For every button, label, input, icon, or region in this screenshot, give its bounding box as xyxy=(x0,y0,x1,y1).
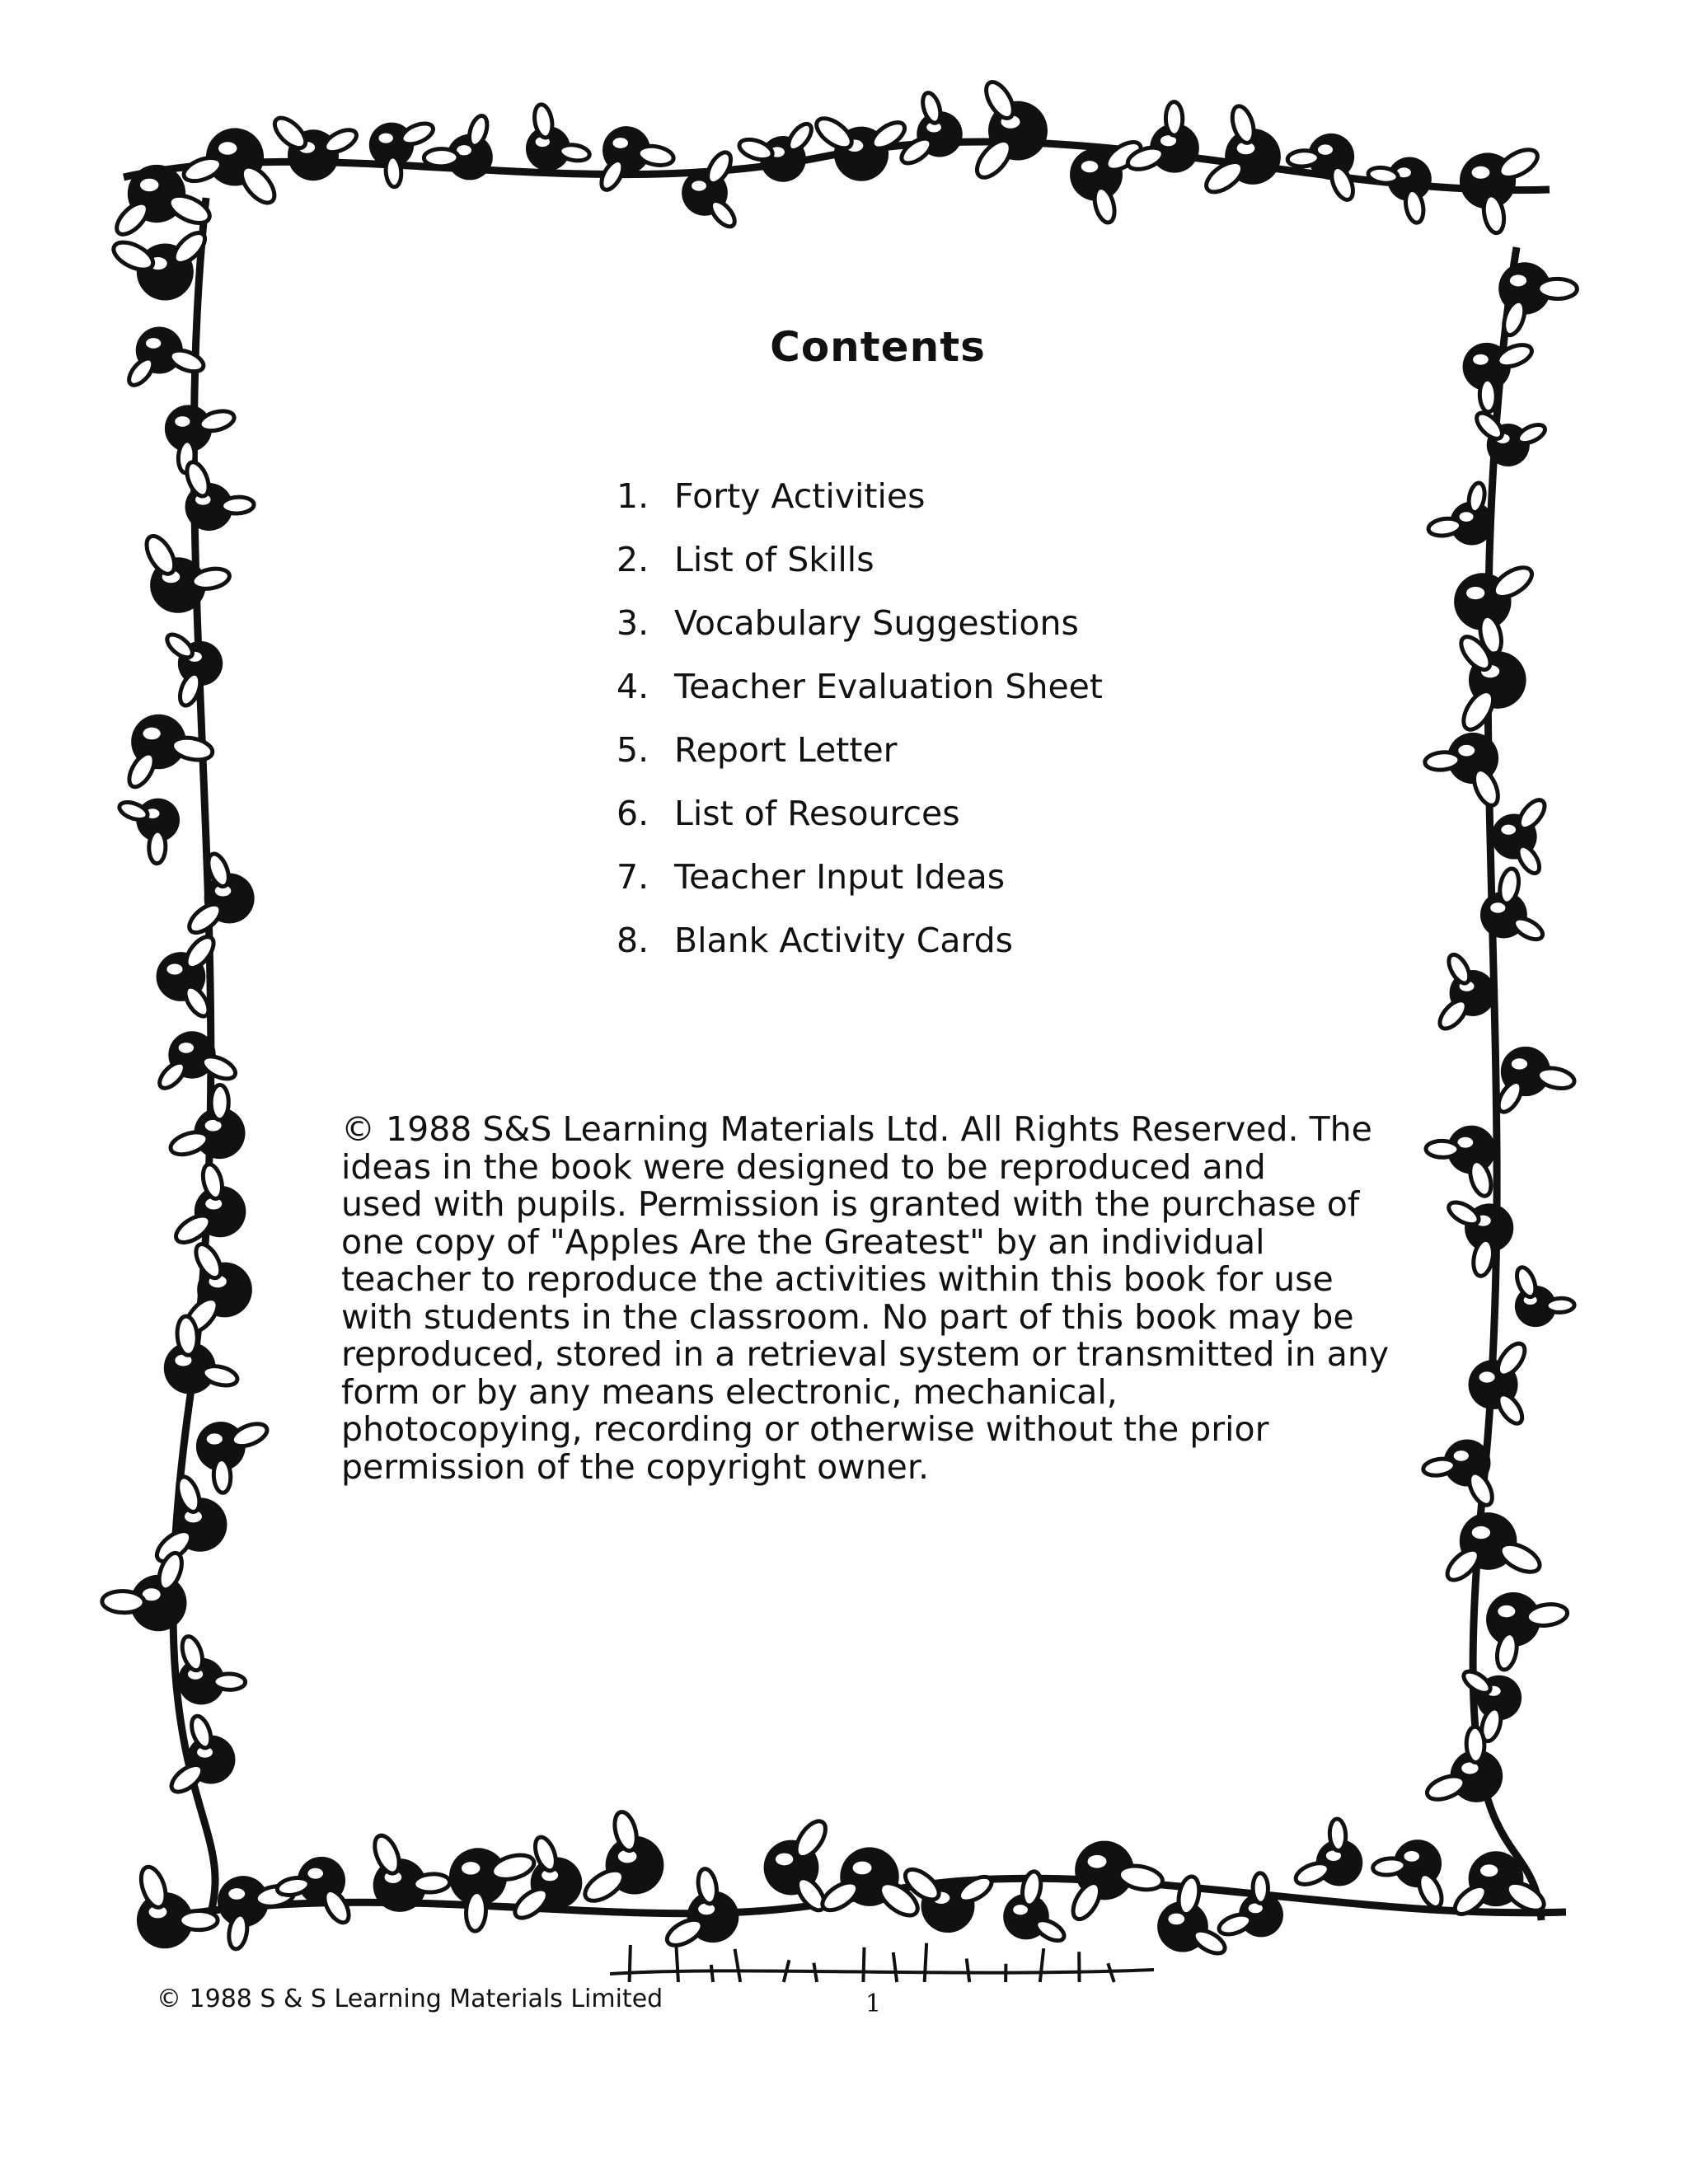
leaf-mark xyxy=(180,1910,218,1929)
contents-item-number: 6. xyxy=(617,793,649,833)
leaf-mark xyxy=(110,237,157,275)
leaf-mark xyxy=(137,1863,171,1910)
leaf-mark xyxy=(1328,164,1357,203)
leaf-mark xyxy=(1414,1871,1446,1911)
leaf-mark xyxy=(1470,766,1503,808)
leaf-mark xyxy=(199,1052,238,1083)
leaf-mark xyxy=(812,113,857,154)
leaf-mark xyxy=(163,630,196,662)
apple-highlight-mark xyxy=(207,1433,223,1444)
apple-highlight-mark xyxy=(175,416,190,427)
contents-list xyxy=(617,464,1243,972)
leaf-mark xyxy=(213,1674,246,1690)
leaf-mark xyxy=(424,148,458,166)
apple-highlight-mark xyxy=(1479,1371,1494,1382)
leaf-mark xyxy=(465,1891,487,1932)
leaf-mark xyxy=(155,1058,189,1093)
apple-highlight-mark xyxy=(1473,354,1489,365)
apple-highlight-mark xyxy=(776,1854,793,1866)
leaf-mark xyxy=(1515,795,1550,832)
leaf-mark xyxy=(321,125,360,157)
apple-highlight-mark xyxy=(228,1888,245,1900)
leaf-mark xyxy=(1424,1771,1468,1804)
leaf-mark xyxy=(981,77,1019,123)
grass-mark xyxy=(967,1958,969,1982)
apple-highlight-mark xyxy=(1512,1058,1527,1069)
leaf-mark xyxy=(1494,144,1541,184)
apple-highlight-mark xyxy=(143,728,160,740)
contents-item-label: Forty Activities xyxy=(674,476,926,516)
leaf-mark xyxy=(124,749,160,791)
leaf-mark xyxy=(320,1886,354,1927)
grass-mark xyxy=(925,1943,927,1982)
contents-item xyxy=(617,718,1243,781)
apple-highlight-mark xyxy=(1404,1851,1419,1862)
leaf-mark xyxy=(148,831,166,864)
apple-highlight-mark xyxy=(612,138,628,148)
leaf-mark xyxy=(165,190,213,229)
apple-highlight-mark xyxy=(378,134,392,143)
leaf-mark xyxy=(1489,561,1536,602)
contents-item-label: Vocabulary Suggestions xyxy=(674,602,1079,643)
leaf-mark xyxy=(1472,409,1506,443)
leaf-mark xyxy=(1460,1667,1493,1698)
contents-item-label: Report Letter xyxy=(674,729,898,770)
apple-highlight-mark xyxy=(1088,1855,1107,1868)
contents-item-number: 1. xyxy=(617,476,649,516)
grass-mark xyxy=(735,1949,741,1982)
leaf-mark xyxy=(818,1877,862,1915)
contents-item-label: List of Resources xyxy=(674,793,960,833)
leaf-mark xyxy=(532,1835,560,1873)
leaf-mark xyxy=(111,198,153,240)
leaf-mark xyxy=(398,120,436,148)
leaf-mark xyxy=(784,120,815,155)
leaf-mark xyxy=(703,148,735,187)
leaf-mark xyxy=(167,346,207,376)
apple-highlight-mark xyxy=(692,180,706,190)
leaf-mark xyxy=(176,1315,199,1356)
leaf-mark xyxy=(211,1085,228,1119)
apple-highlight-mark xyxy=(179,1043,194,1053)
grass-mark xyxy=(630,1945,631,1982)
leaf-mark xyxy=(1067,1878,1105,1923)
contents-item xyxy=(617,781,1243,845)
leaf-mark xyxy=(167,1760,208,1797)
leaf-mark xyxy=(1515,421,1548,447)
contents-item xyxy=(617,591,1243,654)
leaf-mark xyxy=(1435,996,1471,1033)
contents-item xyxy=(617,527,1243,591)
grass-mark xyxy=(893,1952,897,1982)
copyright-notice: © 1988 S&S Learning Materials Ltd. All Rights Reserved. The ideas in the book were designed to be reproduced and used with pupils. Permission is granted with the purchase of one copy of "Apples Are the Greatest" by an individual teacher to reproduce the activities within this book for use with students in the classroom. No part of this book may be reproduced, stored in a retrieval system or transmitted in any form or by any means electronic, mechanical, photocopying, recording or otherwise without the prior permission of the copyright owner. xyxy=(341,1109,1390,1487)
leaf-mark xyxy=(1538,279,1578,299)
leaf-mark xyxy=(185,899,226,938)
page-number: 1 xyxy=(865,1990,882,2018)
leaf-mark xyxy=(1033,1916,1067,1945)
leaf-mark xyxy=(179,1634,207,1673)
leaf-mark xyxy=(181,153,224,185)
leaf-mark xyxy=(598,157,628,193)
apple-highlight-mark xyxy=(1510,275,1526,287)
leaf-mark xyxy=(663,1915,706,1951)
leaf-mark xyxy=(1510,914,1545,944)
contents-item-label: List of Skills xyxy=(674,539,874,579)
leaf-mark xyxy=(370,1832,404,1877)
apple-highlight-mark xyxy=(1081,161,1098,172)
leaf-mark xyxy=(141,532,181,579)
leaf-mark xyxy=(1372,1857,1406,1877)
apple-highlight-mark xyxy=(853,1862,872,1875)
contents-item xyxy=(617,464,1243,527)
apple-highlight-mark xyxy=(1454,1451,1469,1461)
apple-highlight-mark xyxy=(462,1862,480,1874)
leaf-mark xyxy=(1217,1910,1254,1938)
apple-highlight-mark xyxy=(1498,1605,1515,1618)
leaf-mark xyxy=(124,354,157,389)
leaf-mark xyxy=(213,1459,231,1493)
leaf-mark xyxy=(955,1872,996,1906)
apple-highlight-mark xyxy=(166,963,182,974)
apple-highlight-mark xyxy=(146,338,161,349)
leaf-mark xyxy=(1546,1298,1575,1313)
leaf-mark xyxy=(510,1883,553,1923)
leaf-mark xyxy=(183,459,213,499)
leaf-mark xyxy=(790,1816,831,1863)
contents-item-number: 3. xyxy=(617,602,649,643)
apple-highlight-mark xyxy=(1168,1914,1184,1925)
leaf-mark xyxy=(1466,1159,1495,1199)
grass-mark xyxy=(711,1965,713,1982)
leaf-mark xyxy=(1287,149,1320,167)
contents-item-number: 8. xyxy=(617,920,649,960)
contents-item-number: 7. xyxy=(617,856,649,897)
apple-highlight-mark xyxy=(218,142,237,154)
contents-item xyxy=(617,845,1243,908)
leaf-mark xyxy=(737,136,775,164)
leaf-mark xyxy=(1496,1538,1545,1577)
leaf-mark xyxy=(413,1873,450,1894)
apple-highlight-mark xyxy=(1318,144,1333,154)
leaf-mark xyxy=(1165,101,1183,135)
contents-item-number: 2. xyxy=(617,539,649,579)
leaf-mark xyxy=(1424,751,1461,771)
apple-highlight-mark xyxy=(1472,166,1490,179)
contents-item-label: Teacher Input Ideas xyxy=(674,856,1006,897)
contents-item-number: 5. xyxy=(617,729,649,770)
contents-item-number: 4. xyxy=(617,666,649,706)
leaf-mark xyxy=(385,156,402,187)
leaf-mark xyxy=(1465,1727,1484,1763)
leaf-mark xyxy=(117,799,150,823)
grass-mark xyxy=(676,1943,678,1982)
page-title: Contents xyxy=(770,323,986,371)
apple-highlight-mark xyxy=(1458,745,1475,757)
leaf-mark xyxy=(101,1591,144,1614)
leaf-mark xyxy=(1479,379,1497,413)
leaf-mark xyxy=(270,113,311,153)
leaf-mark xyxy=(168,1128,211,1159)
leaf-mark xyxy=(1293,1859,1332,1889)
leaf-mark xyxy=(229,1419,270,1451)
contents-item xyxy=(617,654,1243,718)
leaf-mark xyxy=(898,134,935,167)
leaf-mark xyxy=(1493,1390,1526,1427)
leaf-mark xyxy=(221,496,254,514)
leaf-mark xyxy=(191,1240,226,1282)
grass-mark xyxy=(1040,1948,1043,1982)
leaf-mark xyxy=(1465,1469,1497,1509)
apple-highlight-mark xyxy=(1466,587,1484,599)
leaf-mark xyxy=(1253,1873,1268,1904)
apple-highlight-mark xyxy=(1501,825,1516,835)
leaf-mark xyxy=(580,1864,629,1907)
apple-highlight-mark xyxy=(1472,1526,1490,1539)
ground-line-mark xyxy=(610,1970,1154,1974)
apple-highlight-mark xyxy=(1460,512,1474,522)
leaf-mark xyxy=(706,197,738,231)
apple-highlight-mark xyxy=(1480,1864,1498,1877)
apple-highlight-mark xyxy=(140,179,159,191)
apple-highlight-mark xyxy=(307,1868,323,1879)
leaf-mark xyxy=(1513,1265,1539,1300)
leaf-mark xyxy=(1493,1339,1530,1380)
contents-item-label: Blank Activity Cards xyxy=(674,920,1014,960)
footer-copyright: © 1988 S & S Learning Materials Limited xyxy=(157,1985,663,2013)
contents-item xyxy=(617,908,1243,972)
leaf-mark xyxy=(1458,687,1499,734)
contents-item-label: Teacher Evaluation Sheet xyxy=(674,666,1103,706)
leaf-mark xyxy=(1445,1198,1482,1230)
leaf-mark xyxy=(1445,951,1474,986)
leaf-mark xyxy=(1329,1818,1346,1851)
grass-mark xyxy=(863,1947,864,1982)
